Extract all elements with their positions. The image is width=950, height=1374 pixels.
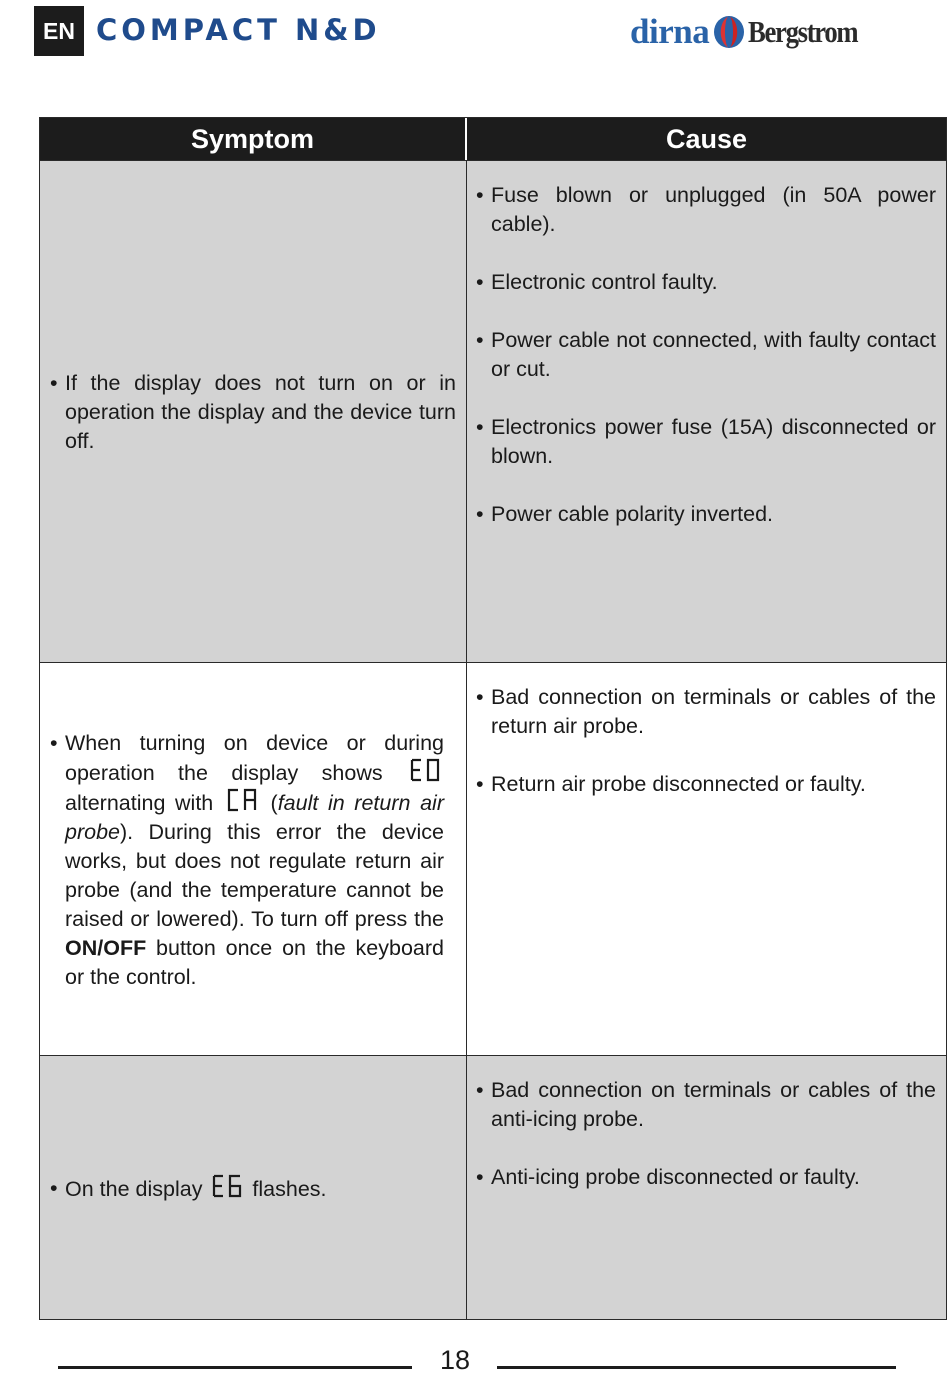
bullet-mark: • — [50, 1176, 58, 1200]
cause-item — [476, 181, 936, 239]
cause-item — [476, 770, 936, 799]
cause-text: Bad connection on terminals or cables of the return air probe. — [491, 685, 936, 738]
symptom-bullet — [50, 729, 444, 992]
logo-bergstrom-text: Bergstrom — [748, 14, 858, 49]
cause-item — [476, 326, 936, 384]
cause-item — [476, 500, 936, 529]
symptom-text-part: button once on the keyboard or the control. — [65, 936, 444, 989]
troubleshooting-table — [39, 117, 947, 1320]
symptom-cell — [40, 663, 467, 1055]
symptom-text-part: ( — [270, 791, 278, 815]
symptom-text: If the display does not turn on or in operation the display and the device turn off. — [65, 371, 456, 453]
cause-text: Return air probe disconnected or faulty. — [491, 772, 866, 796]
cause-item — [476, 1076, 936, 1134]
bullet-mark: • — [50, 731, 58, 755]
symptom-bullet — [50, 1174, 327, 1204]
on-off-label: ON/OFF — [65, 936, 147, 960]
bullet-mark: • — [476, 685, 484, 709]
cause-text: Power cable not connected, with faulty contact or cut. — [491, 328, 936, 381]
symptom-text-italic: fault in return air probe — [65, 791, 444, 844]
lcd-code-label: E0 — [409, 758, 411, 759]
page-number: 18 — [439, 1345, 471, 1374]
symptom-text-part: flashes. — [252, 1177, 327, 1201]
lcd-code-label: CA — [225, 788, 228, 789]
header-cause: Cause — [665, 123, 748, 154]
bullet-mark: • — [476, 183, 484, 207]
symptom-text — [65, 1174, 327, 1204]
cause-cell — [467, 1056, 946, 1319]
symptom-text-part: alternating with — [65, 791, 214, 815]
lcd-code-label: E6 — [211, 1174, 213, 1175]
cause-text: Power cable polarity inverted. — [491, 502, 774, 526]
lcd-code-ca-icon — [226, 788, 258, 812]
symptom-text-part: ). During this error the device works, but does not regulate return air probe (and the temperature cannot be raised or lowered). To turn off press the — [65, 820, 444, 931]
table-row — [40, 662, 946, 1055]
cause-item — [476, 268, 936, 297]
cause-text: Bad connection on terminals or cables of the anti-icing probe. — [491, 1078, 936, 1131]
cause-cell — [467, 663, 946, 1055]
symptom-text-part: When turning on device or during operation the display shows — [65, 731, 444, 785]
bullet-mark: • — [476, 1078, 484, 1102]
cause-item — [476, 1163, 936, 1192]
product-title: COMPACT N&D — [96, 13, 381, 47]
lcd-code-e6-icon — [211, 1174, 243, 1198]
globe-icon — [712, 13, 746, 51]
header-symptom: Symptom — [40, 118, 467, 160]
footer-rule-left — [58, 1366, 412, 1369]
bullet-mark: • — [50, 371, 58, 395]
symptom-cell — [40, 1056, 467, 1319]
language-badge: EN — [34, 6, 84, 56]
cause-text: Electronics power fuse (15A) disconnected or blown. — [491, 415, 936, 468]
table-row — [40, 160, 946, 662]
bullet-mark: • — [476, 772, 484, 796]
footer-rule-right — [497, 1366, 896, 1369]
table-header — [40, 118, 946, 160]
cause-text: Fuse blown or unplugged (in 50A power cable). — [491, 183, 936, 236]
bullet-mark: • — [476, 1165, 484, 1189]
bullet-mark: • — [476, 328, 484, 352]
bullet-mark: • — [476, 270, 484, 294]
logo-dirna-text: dirna — [630, 12, 710, 51]
symptom-cell — [40, 161, 467, 662]
symptom-bullet — [50, 369, 456, 456]
symptom-text-part: On the display — [65, 1177, 203, 1201]
lcd-code-e0-icon — [409, 758, 441, 782]
bullet-mark: • — [476, 415, 484, 439]
table-row — [40, 1055, 946, 1319]
symptom-text — [65, 729, 444, 992]
bullet-mark: • — [476, 502, 484, 526]
brand-logo — [630, 10, 875, 54]
cause-cell — [467, 161, 946, 662]
cause-item — [476, 683, 936, 741]
cause-item — [476, 413, 936, 471]
cause-text: Electronic control faulty. — [491, 270, 718, 294]
cause-text: Anti-icing probe disconnected or faulty. — [491, 1165, 860, 1189]
